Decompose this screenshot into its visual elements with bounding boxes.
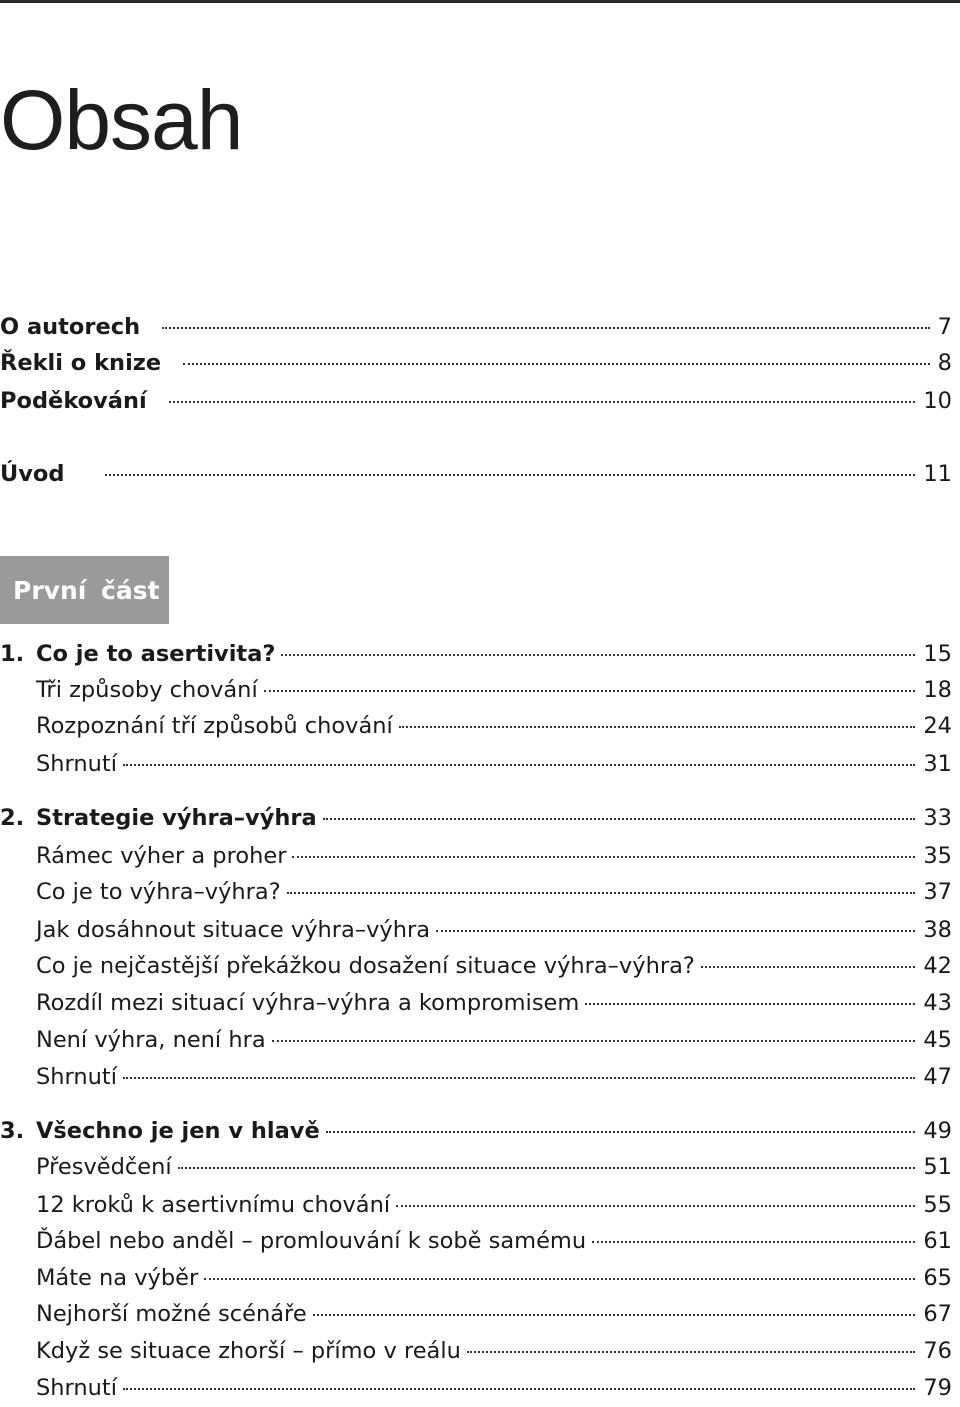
toc-section-entry[interactable] xyxy=(0,1223,952,1260)
toc-page-number: 55 xyxy=(923,1192,952,1218)
toc-entry-label: Řekli o knize xyxy=(0,350,162,376)
toc-page-number: 67 xyxy=(923,1301,952,1327)
toc-chapter-entry[interactable] xyxy=(0,800,952,837)
toc-entry-label: Co je nejčastější překážkou dosažení situace výhra–výhra? xyxy=(36,953,695,979)
leader-dots xyxy=(396,1205,915,1207)
toc-entry-label: Přesvědčení xyxy=(36,1154,172,1180)
toc-entry-label: Není výhra, není hra xyxy=(36,1027,266,1053)
page-title: Obsah xyxy=(0,73,243,167)
toc-chapter-entry[interactable] xyxy=(0,636,952,673)
toc-chapter-entry[interactable] xyxy=(0,1113,952,1150)
toc-page-number: 49 xyxy=(923,1118,952,1144)
toc-section-entry[interactable] xyxy=(0,708,952,745)
chapter-number: 1. xyxy=(0,641,25,667)
leader-dots xyxy=(313,1314,916,1316)
toc-entry-label: Rámec výher a proher xyxy=(36,843,287,869)
leader-dots xyxy=(204,1278,915,1280)
toc-section-entry[interactable] xyxy=(0,1187,952,1224)
leader-dots xyxy=(169,401,916,403)
leader-dots xyxy=(272,1040,916,1042)
toc-entry-label: Ďábel nebo anděl – promlouvání k sobě samému xyxy=(36,1228,587,1254)
toc-entry-front-2[interactable] xyxy=(0,345,952,382)
leader-dots xyxy=(281,654,915,656)
toc-section-entry[interactable] xyxy=(0,874,952,911)
toc-section-entry[interactable] xyxy=(0,985,952,1022)
toc-entry-intro[interactable] xyxy=(0,456,952,493)
leader-dots xyxy=(162,327,930,329)
toc-page-number: 8 xyxy=(937,350,952,376)
toc-entry-label: Když se situace zhorší – přímo v reálu xyxy=(36,1338,461,1364)
toc-page-number: 45 xyxy=(923,1027,952,1053)
leader-dots xyxy=(264,690,916,692)
leader-dots xyxy=(123,1077,915,1079)
toc-section-entry[interactable] xyxy=(0,1022,952,1059)
chapter-number: 2. xyxy=(0,805,25,831)
toc-page-number: 79 xyxy=(923,1375,952,1401)
toc-page-number: 61 xyxy=(923,1228,952,1254)
toc-page-number: 31 xyxy=(923,751,952,777)
toc-entry-label: Rozpoznání tří způsobů chování xyxy=(36,713,393,739)
leader-dots xyxy=(178,1167,916,1169)
toc-page-number: 33 xyxy=(923,805,952,831)
toc-page-number: 10 xyxy=(923,388,952,414)
leader-dots xyxy=(105,474,916,476)
toc-page-number: 24 xyxy=(923,713,952,739)
toc-entry-label: Máte na výběr xyxy=(36,1265,199,1291)
toc-section-entry[interactable] xyxy=(0,1260,952,1297)
toc-section-entry[interactable] xyxy=(0,1149,952,1186)
leader-dots xyxy=(183,363,930,365)
toc-entry-label: O autorech xyxy=(0,314,141,340)
toc-page-number: 7 xyxy=(937,314,952,340)
toc-entry-label: Shrnutí xyxy=(36,1064,117,1090)
toc-page-number: 11 xyxy=(923,461,952,487)
chapter-number: 3. xyxy=(0,1118,25,1144)
toc-entry-front-1[interactable] xyxy=(0,309,952,346)
toc-page-number: 37 xyxy=(923,879,952,905)
toc-entry-label: Co je to výhra–výhra? xyxy=(36,879,281,905)
leader-dots xyxy=(467,1351,916,1353)
toc-entry-front-3[interactable] xyxy=(0,383,952,420)
toc-entry-label: 12 kroků k asertivnímu chování xyxy=(36,1192,391,1218)
leader-dots xyxy=(399,726,916,728)
toc-entry-label: Rozdíl mezi situací výhra–výhra a kompromisem xyxy=(36,990,580,1016)
toc-section-entry[interactable] xyxy=(0,672,952,709)
leader-dots xyxy=(292,856,915,858)
toc-entry-label: Nejhorší možné scénáře xyxy=(36,1301,307,1327)
leader-dots xyxy=(585,1003,915,1005)
toc-section-entry[interactable] xyxy=(0,912,952,949)
toc-section-entry[interactable] xyxy=(0,1059,952,1096)
toc-page-number: 65 xyxy=(923,1265,952,1291)
toc-page-number: 38 xyxy=(923,917,952,943)
top-rule xyxy=(0,0,960,3)
toc-section-entry[interactable] xyxy=(0,838,952,875)
toc-entry-label: Poděkování xyxy=(0,388,147,414)
leader-dots xyxy=(436,930,915,932)
toc-page-number: 51 xyxy=(923,1154,952,1180)
toc-entry-label: Shrnutí xyxy=(36,751,117,777)
toc-entry-label: Úvod xyxy=(0,461,65,487)
toc-page-number: 35 xyxy=(923,843,952,869)
toc-page-number: 43 xyxy=(923,990,952,1016)
toc-section-entry[interactable] xyxy=(0,1370,952,1407)
toc-entry-label: Co je to asertivita? xyxy=(36,641,276,667)
leader-dots xyxy=(123,764,915,766)
toc-section-entry[interactable] xyxy=(0,1296,952,1333)
leader-dots xyxy=(326,1131,916,1133)
toc-entry-label: Tři způsoby chování xyxy=(36,677,258,703)
part-heading: První část xyxy=(0,556,169,624)
toc-page-number: 18 xyxy=(923,677,952,703)
leader-dots xyxy=(323,818,916,820)
toc-entry-label: Všechno je jen v hlavě xyxy=(36,1118,320,1144)
toc-page-number: 42 xyxy=(923,953,952,979)
toc-section-entry[interactable] xyxy=(0,1333,952,1370)
leader-dots xyxy=(701,966,916,968)
toc-section-entry[interactable] xyxy=(0,948,952,985)
toc-entry-label: Strategie výhra–výhra xyxy=(36,805,317,831)
toc-page-number: 76 xyxy=(923,1338,952,1364)
leader-dots xyxy=(287,892,916,894)
toc-page-number: 47 xyxy=(923,1064,952,1090)
toc-entry-label: Shrnutí xyxy=(36,1375,117,1401)
leader-dots xyxy=(592,1241,915,1243)
toc-page-number: 15 xyxy=(923,641,952,667)
toc-section-entry[interactable] xyxy=(0,746,952,783)
leader-dots xyxy=(123,1388,915,1390)
toc-entry-label: Jak dosáhnout situace výhra–výhra xyxy=(36,917,431,943)
